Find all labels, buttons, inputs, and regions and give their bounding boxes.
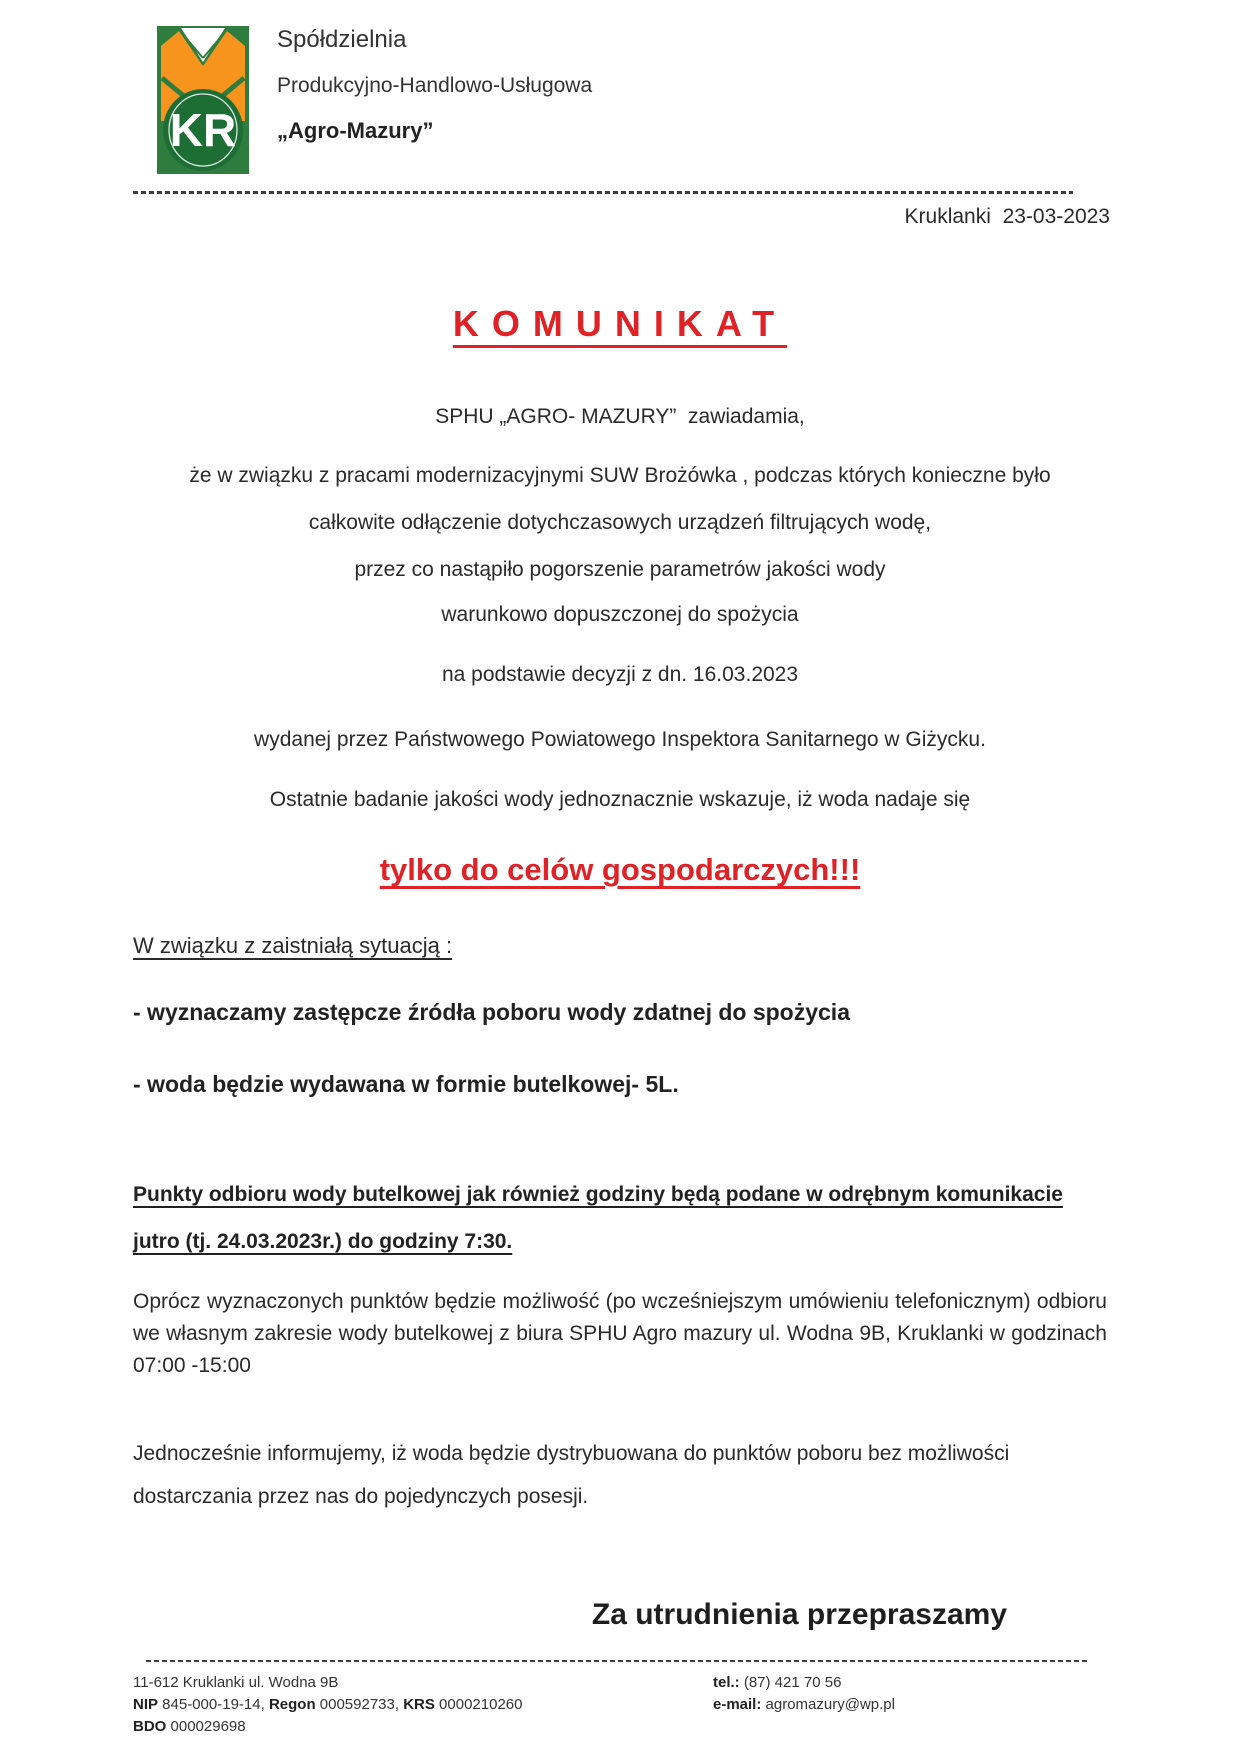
logo-graphic — [157, 26, 249, 174]
place-and-date: Kruklanki 23-03-2023 — [904, 205, 1110, 228]
body-line-6: wydanej przez Państwowego Powiatowego Inspektora Sanitarnego w Giżycku. — [254, 728, 986, 751]
nip-label: NIP — [133, 1696, 159, 1713]
footer-phone-line — [713, 1672, 895, 1694]
regon-label: Regon — [268, 1696, 316, 1713]
dashed-separator-top — [133, 191, 1073, 194]
footer-email-line — [713, 1694, 895, 1716]
company-name-line2: Produkcyjno-Handlowo-Usługowa — [277, 74, 593, 97]
phone-label: tel.: — [713, 1674, 740, 1691]
distribution-line-1: Jednocześnie informujemy, iż woda będzie dystrybuowana do punktów poboru bez możliwości — [133, 1442, 1010, 1465]
company-name-line1: Spółdzielnia — [277, 26, 407, 53]
body-line-2: całkowite odłączenie dotychczasowych urządzeń filtrujących wodę, — [308, 511, 932, 534]
dashed-separator-footer — [146, 1660, 1090, 1662]
distribution-paragraph — [133, 1432, 1107, 1518]
footer-bdo-line — [133, 1716, 522, 1738]
bullet-replacement-sources: - wyznaczamy zastępcze źródła poboru wody zdatnej do spożycia — [133, 999, 850, 1025]
body-line-4: warunkowo dopuszczonej do spożycia — [441, 603, 799, 626]
bdo-value: 000029698 — [166, 1718, 246, 1735]
email-value: agromazury@wp.pl — [761, 1696, 895, 1713]
body-line-7: Ostatnie badanie jakości wody jednoznacznie wskazuje, iż woda nadaje się — [269, 788, 971, 811]
body-line-3: przez co nastąpiło pogorszenie parametrów jakości wody — [354, 558, 886, 581]
announcement-title: KOMUNIKAT — [452, 303, 788, 344]
nip-value: 845-000-19-14, — [158, 1696, 269, 1713]
closing-apology: Za utrudnienia przepraszamy — [591, 1598, 1007, 1631]
phone-value: (87) 421 70 56 — [739, 1674, 842, 1691]
company-name-line3: „Agro-Mazury” — [277, 118, 434, 143]
distribution-line-2: dostarczania przez nas do pojedynczych posesji. — [133, 1485, 589, 1508]
footer-right-column — [713, 1672, 895, 1716]
footer-registration-line — [133, 1694, 522, 1716]
footer-left-column — [133, 1672, 522, 1738]
body-line-5: na podstawie decyzji z dn. 16.03.2023 — [441, 663, 799, 686]
pickup-points-line-1: Punkty odbioru wody butelkowej jak również godziny będą podane w odrębnym komunikacie — [133, 1183, 1063, 1206]
pickup-points-line-2: jutro (tj. 24.03.2023r.) do godziny 7:30. — [133, 1230, 513, 1253]
email-label: e-mail: — [713, 1696, 762, 1713]
regon-value: 000592733, — [315, 1696, 404, 1713]
krs-label: KRS — [403, 1696, 435, 1713]
bdo-label: BDO — [133, 1718, 167, 1735]
situation-heading: W związku z zaistniałą sytuacją : — [133, 933, 453, 958]
company-logo — [157, 26, 249, 174]
body-line-1: że w związku z pracami modernizacyjnymi SUW Brożówka , podczas których konieczne było — [189, 464, 1051, 487]
krs-value: 0000210260 — [434, 1696, 523, 1713]
self-pickup-paragraph: Oprócz wyznaczonych punktów będzie możliwość (po wcześniejszym umówieniu telefonicznym) odbioru we własnym zakresie wody butelkowej z biura SPHU Agro mazury ul. Wodna 9B, Kruklanki w godzinach 07:00 -15:00 — [133, 1290, 1107, 1377]
logo-kr-monogram: KR — [169, 104, 237, 156]
footer-address: 11-612 Kruklanki ul. Wodna 9B — [133, 1674, 339, 1691]
announcement-title-wrap — [0, 303, 1240, 345]
body-intro-line: SPHU „AGRO- MAZURY” zawiadamia, — [435, 405, 805, 428]
bullet-bottled-water: - woda będzie wydawana w formie butelkowej- 5L. — [133, 1071, 679, 1097]
red-highlight-line: tylko do celów gospodarczych!!! — [379, 852, 861, 887]
